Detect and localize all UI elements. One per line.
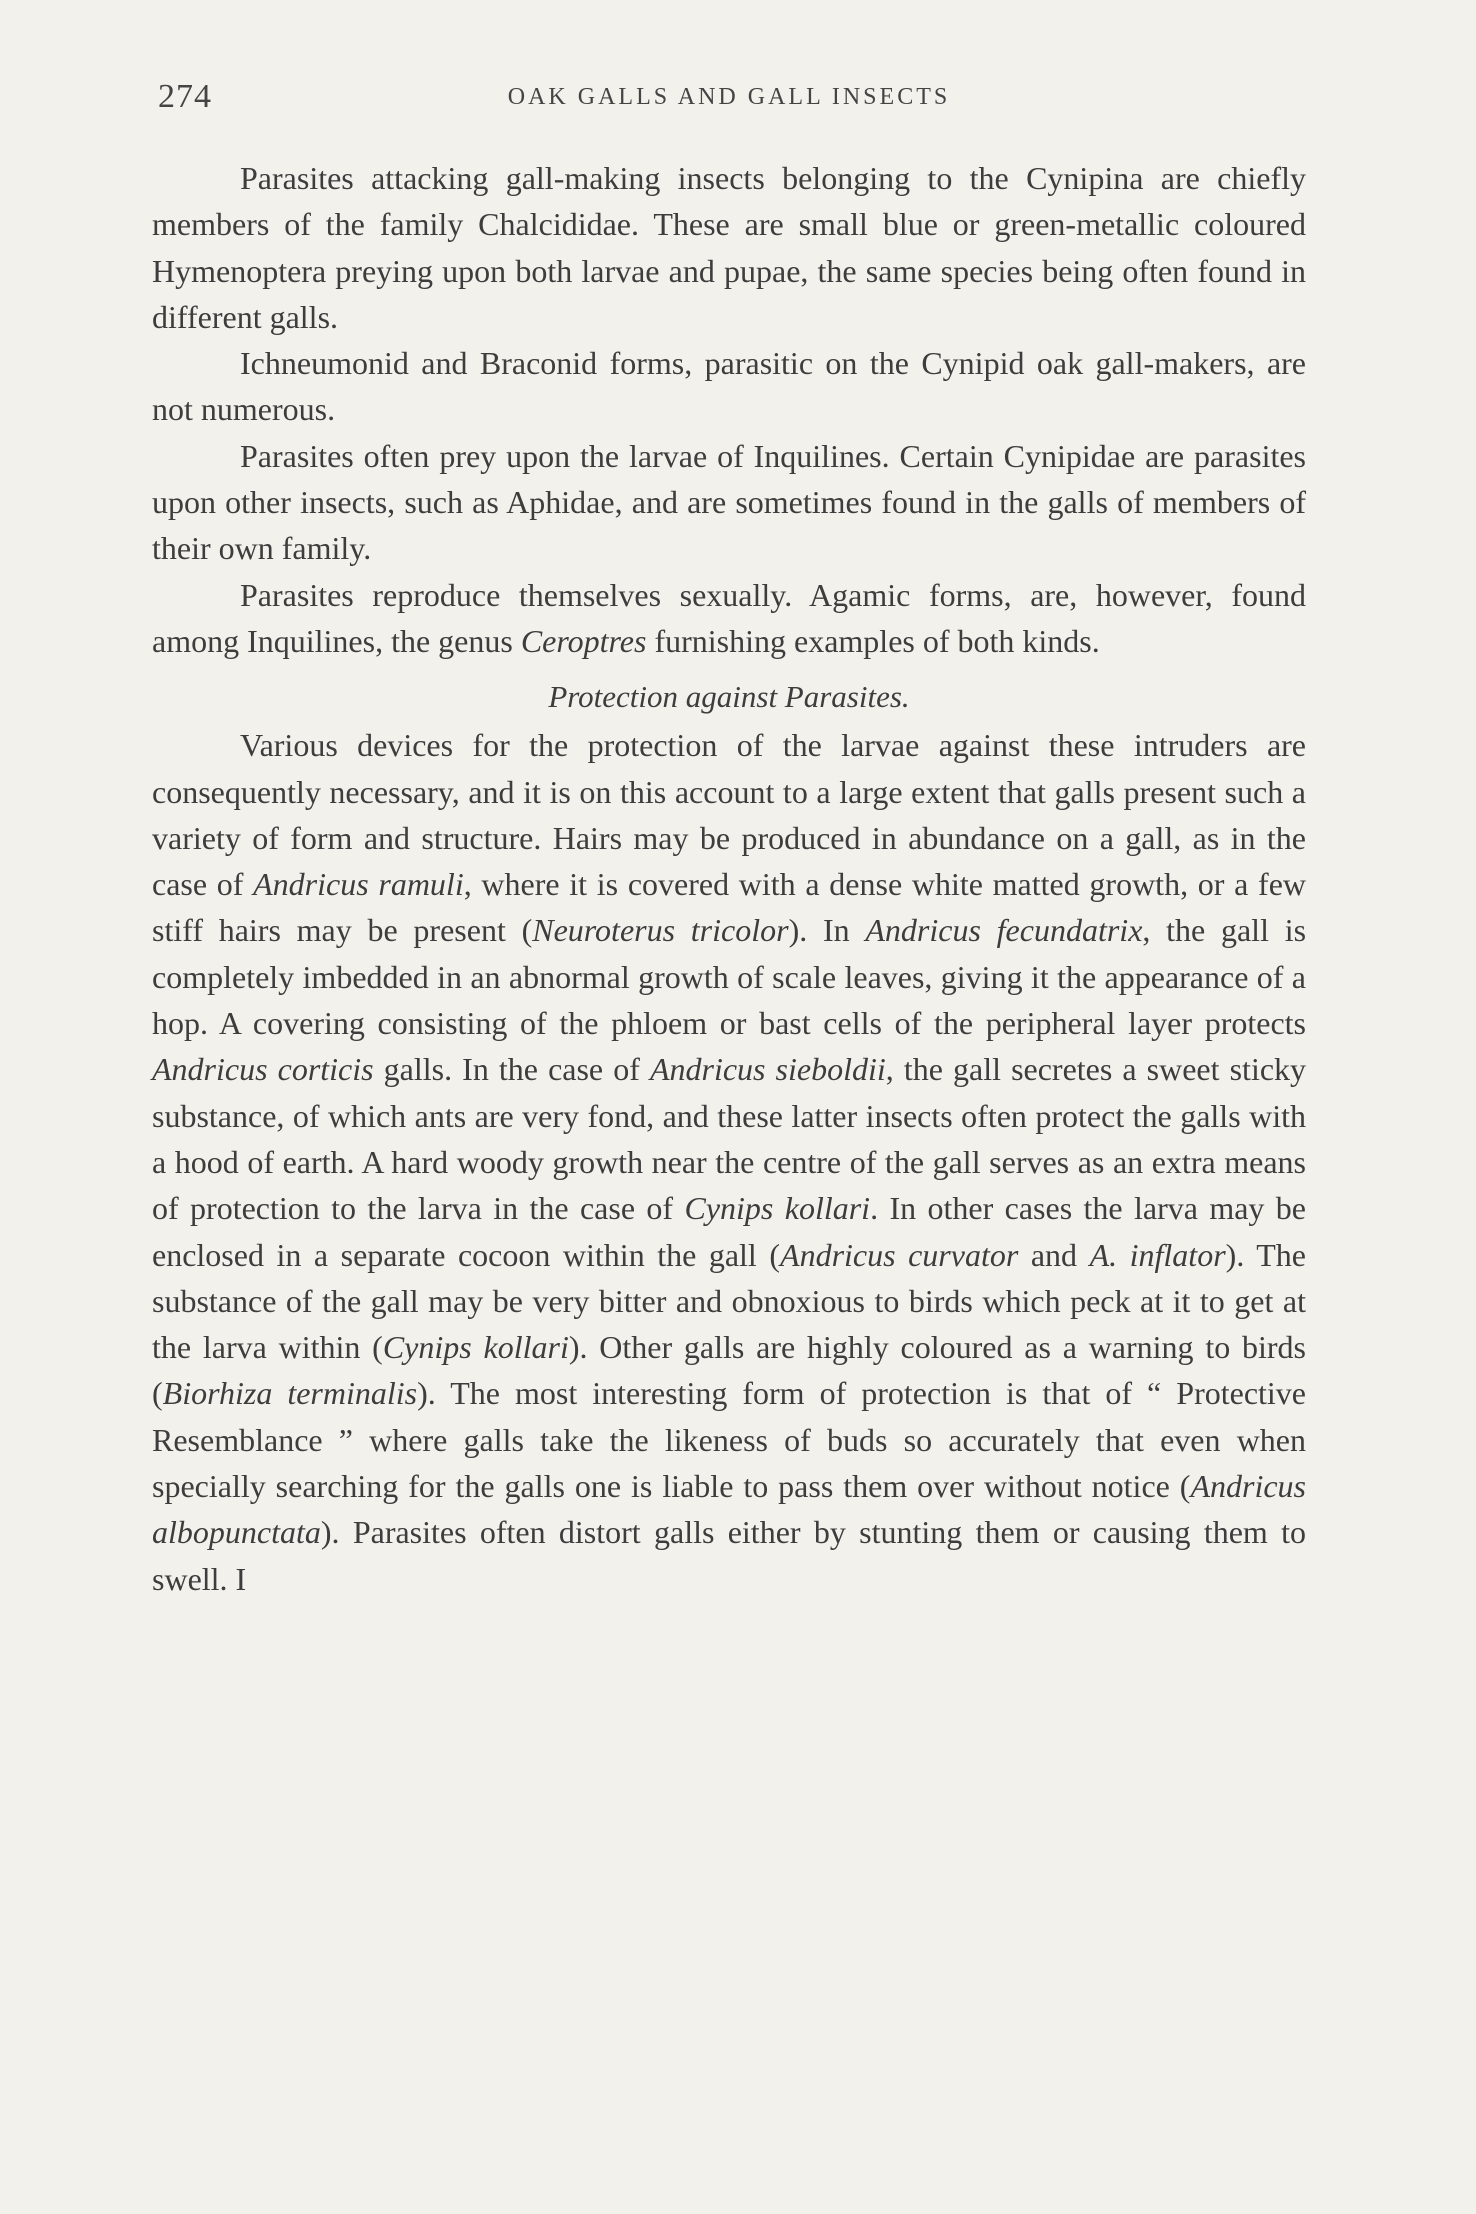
species-name: Cynips kollari (684, 1190, 871, 1227)
paragraph: Ichneumonid and Braconid forms, parasitic on the Cynipid oak gall-makers, are not numerous. (152, 345, 1306, 428)
text-run: ). Other galls are highly coloured as a warning to birds ( (152, 1329, 1306, 1412)
body-text (152, 155, 1306, 1602)
text-run: . In other cases the larva may be enclosed in a separate cocoon within the gall ( (152, 1190, 1307, 1273)
genus-name: Ceroptres (520, 622, 647, 659)
text-run: galls. In the case of (373, 1051, 650, 1088)
species-name: Andricus curvator (780, 1236, 1019, 1273)
paragraph (152, 722, 1306, 1602)
text-run: , the gall is completely imbedded in an abnormal growth of scale leaves, giving it the appearance of a hop. A covering consisting of the phloem or bast cells of the peripheral layer protects (152, 912, 1307, 1042)
species-name: Cynips kollari (382, 1329, 569, 1366)
text-run: , the gall secretes a sweet sticky substance, of which ants are very fond, and these latter insects often protect the galls with a hood of earth. A hard woody growth near the centre of the gall serves as an extra means of protection to the larva in the case of (152, 1051, 1307, 1227)
paragraph: Parasites attacking gall-making insects belonging to the Cynipina are chiefly members of the family Chalcididae. These are small blue or green-metallic coloured Hymenoptera preying upon both larvae and pupae, the same species being often found in different galls. (152, 160, 1306, 335)
species-name: Andricus corticis (152, 1051, 374, 1088)
text-run: ). Parasites often distort galls either by stunting them or causing them to swell. I (152, 1514, 1306, 1597)
species-name: Neuroterus tricolor (532, 912, 789, 949)
page-header (152, 78, 1306, 122)
paragraph: Parasites often prey upon the larvae of Inquilines. Certain Cynipidae are parasites upon other insects, such as Aphidae, and are sometimes found in the galls of members of their own family. (152, 437, 1306, 567)
running-head: OAK GALLS AND GALL INSECTS (507, 84, 951, 110)
text-run: , where it is covered with a dense white matted growth, or a few stiff hairs may be present ( (152, 866, 1307, 949)
species-name: Biorhiza terminalis (162, 1375, 418, 1412)
page-number: 274 (158, 78, 212, 115)
text-run: Various devices for the protection of the larvae against these intruders are consequently necessary, and it is on this account to a large extent that galls present such a variety of form and structure. Hairs may be produced in abundance on a gall, as in the case of (152, 727, 1306, 903)
text-run: ). The substance of the gall may be very bitter and obnoxious to birds which peck at it to get at the larva within ( (152, 1236, 1307, 1366)
species-name: Andricus fecundatrix (865, 912, 1143, 949)
paragraph (152, 572, 1306, 665)
text-run: ). The most interesting form of protection is that of “ Protective Resemblance ” where galls take the likeness of buds so accurately that even when specially searching for the galls one is liable to pass them over without notice ( (152, 1375, 1307, 1505)
text-run: furnishing examples of both kinds. (646, 622, 1100, 659)
species-name: Andricus sieboldii (649, 1051, 886, 1088)
text-run: and (1018, 1236, 1090, 1273)
species-name: A. inflator (1089, 1236, 1226, 1273)
text-run: Parasites reproduce themselves sexually. Agamic forms, are, however, found among Inquilines, the genus (152, 576, 1306, 659)
species-name: Andricus albopunctata (152, 1468, 1306, 1551)
species-name: Andricus ramuli (253, 866, 464, 903)
text-run: ). In (788, 912, 866, 949)
section-heading: Protection against Parasites. (548, 679, 910, 715)
